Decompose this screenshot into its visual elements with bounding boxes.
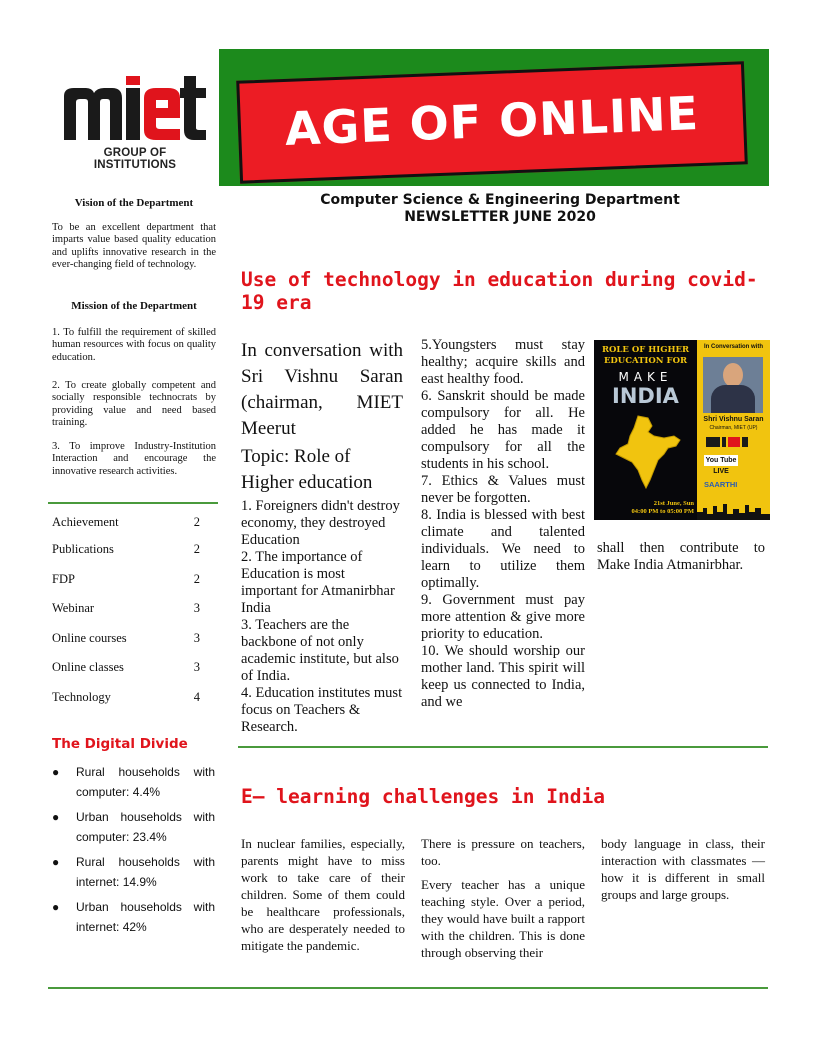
contents-label: Online courses <box>52 631 127 645</box>
title-banner <box>236 61 748 183</box>
poster-make: MAKE <box>618 370 673 384</box>
article2-col2 <box>421 835 585 961</box>
vision-heading: Vision of the Department <box>74 197 194 209</box>
footer-divider <box>48 987 768 989</box>
poster-date-time <box>594 500 697 516</box>
digital-divide-text: Urban households with computer: 23.4% <box>76 810 215 844</box>
vision-text: To be an excellent department that imparts value based quality education and uplifts innovative research in the ever-changing field of technology. <box>52 222 216 270</box>
contents-label: FDP <box>52 572 75 586</box>
contents-page: 3 <box>193 601 200 615</box>
skyline-icon <box>697 500 770 520</box>
miet-logo-mark <box>62 76 208 142</box>
saarthi-badge: SAARTHI <box>704 480 738 489</box>
youtube-live-badge: You Tube LIVE <box>705 457 737 475</box>
section-divider <box>238 746 768 748</box>
logo-subtitle: GROUP OF INSTITUTIONS <box>93 147 177 171</box>
bullet-icon: ● <box>52 810 60 824</box>
poster-speaker <box>697 416 770 432</box>
bullet-icon: ● <box>52 900 60 914</box>
contents-page: 2 <box>193 572 200 586</box>
contents-label: Publications <box>52 542 114 556</box>
contents-label: Achievement <box>52 515 119 529</box>
mission-item: 3. To improve Industry-Institution Interaction and encourage the innovative research activities. <box>52 441 216 477</box>
issue-label: NEWSLETTER JUNE 2020 <box>404 209 596 225</box>
bullet-icon: ● <box>52 765 60 779</box>
miet-logo <box>62 76 208 171</box>
mission-item: 1. To fulfill the requirement of skilled human resources with focus on quality education. <box>52 327 216 363</box>
contents-page: 3 <box>193 631 200 645</box>
mission-heading: Mission of the Department <box>71 300 197 312</box>
digital-divide-text: Rural households with internet: 14.9% <box>76 855 215 889</box>
speaker-role: Chairman, MIET (UP) <box>709 425 758 431</box>
contents-page: 3 <box>193 660 200 674</box>
department-line <box>230 192 770 226</box>
article1-col3: shall then contribute to Make India Atmanirbhar. <box>597 540 765 573</box>
article2-heading: E– learning challenges in India <box>241 785 605 808</box>
poster-miet-logo <box>704 434 764 448</box>
contents-page: 2 <box>193 542 200 556</box>
article2-col2-para2: Every teacher has a unique teaching style. Over a period, they would have built a rapport with the children. This is done through observing their <box>421 877 585 960</box>
department-name: Computer Science & Engineering Department <box>320 192 680 208</box>
article1-intro: In conversation with Sri Vishnu Saran (chairman, MIET Meerut <box>241 340 403 439</box>
article1-col1 <box>241 338 403 736</box>
contents-page: 2 <box>193 515 200 529</box>
contents-label: Webinar <box>52 601 95 615</box>
article2-col1: In nuclear families, especially, parents might have to miss work to take care of their children. Some of them could be healthcare professionals, who are desperately needed to mitigate the pandemic. <box>241 836 405 953</box>
poster-time: 04:00 PM to 05:00 PM <box>631 508 694 515</box>
webinar-poster <box>594 340 770 520</box>
poster-title: ROLE OF HIGHER EDUCATION FOR <box>601 345 690 366</box>
article1-topic: Topic: Role of Higher education <box>241 446 373 493</box>
digital-divide-title: The Digital Divide <box>52 736 188 752</box>
bullet-icon: ● <box>52 855 60 869</box>
article2-col3: body language in class, their interaction with classmates — how it is different in small groups and large groups. <box>601 836 765 902</box>
speaker-body <box>711 385 755 413</box>
digital-divide-text: Urban households with internet: 42% <box>76 900 215 934</box>
article2-col2-para1: There is pressure on teachers, too. <box>421 836 585 868</box>
newsletter-title: AGE OF ONLINE <box>283 86 700 156</box>
poster-india: INDIA <box>612 384 679 408</box>
poster-date: 21st June, Sun <box>653 500 694 507</box>
speaker-head <box>723 363 743 387</box>
india-map-icon <box>608 414 684 490</box>
contents-page: 4 <box>193 690 200 704</box>
contents-label: Online classes <box>52 660 124 674</box>
contents-label: Technology <box>52 690 111 704</box>
speaker-photo <box>703 357 763 413</box>
digital-divide-text: Rural households with computer: 4.4% <box>76 765 215 799</box>
article1-heading: Use of technology in education during covid-19 era <box>241 268 758 314</box>
article1-points-a: 1. Foreigners didn't destroy economy, they destroyed Education 2. The importance of Education is most important for Atmanirbhar India 3. Teachers are the backbone of not only academic institute, but also of India. 4. Education institutes must focus on Teachers & Research. <box>241 498 403 735</box>
mission-item: 2. To create globally competent and socially responsible technocrats by providing value and need based training. <box>52 380 216 428</box>
article1-points-b: 5.Youngsters must stay healthy; acquire skills and east healthy food. 6. Sanskrit should be made compulsory for all. He added he has made it compulsory for all the students in his school. 7. Ethics & Values must never be forgotten. 8. India is blessed with best climate and talented individuals. We need to learn to utilize them optimally. 9. Government must pay more attention & give more priority to education. 10. We should worship our mother land. This spirit will keep us connected to India, and we <box>421 337 585 710</box>
speaker-name: Shri Vishnu Saran <box>703 416 764 423</box>
poster-in-conversation: In Conversation with <box>703 344 763 350</box>
sidebar-divider <box>48 502 218 504</box>
